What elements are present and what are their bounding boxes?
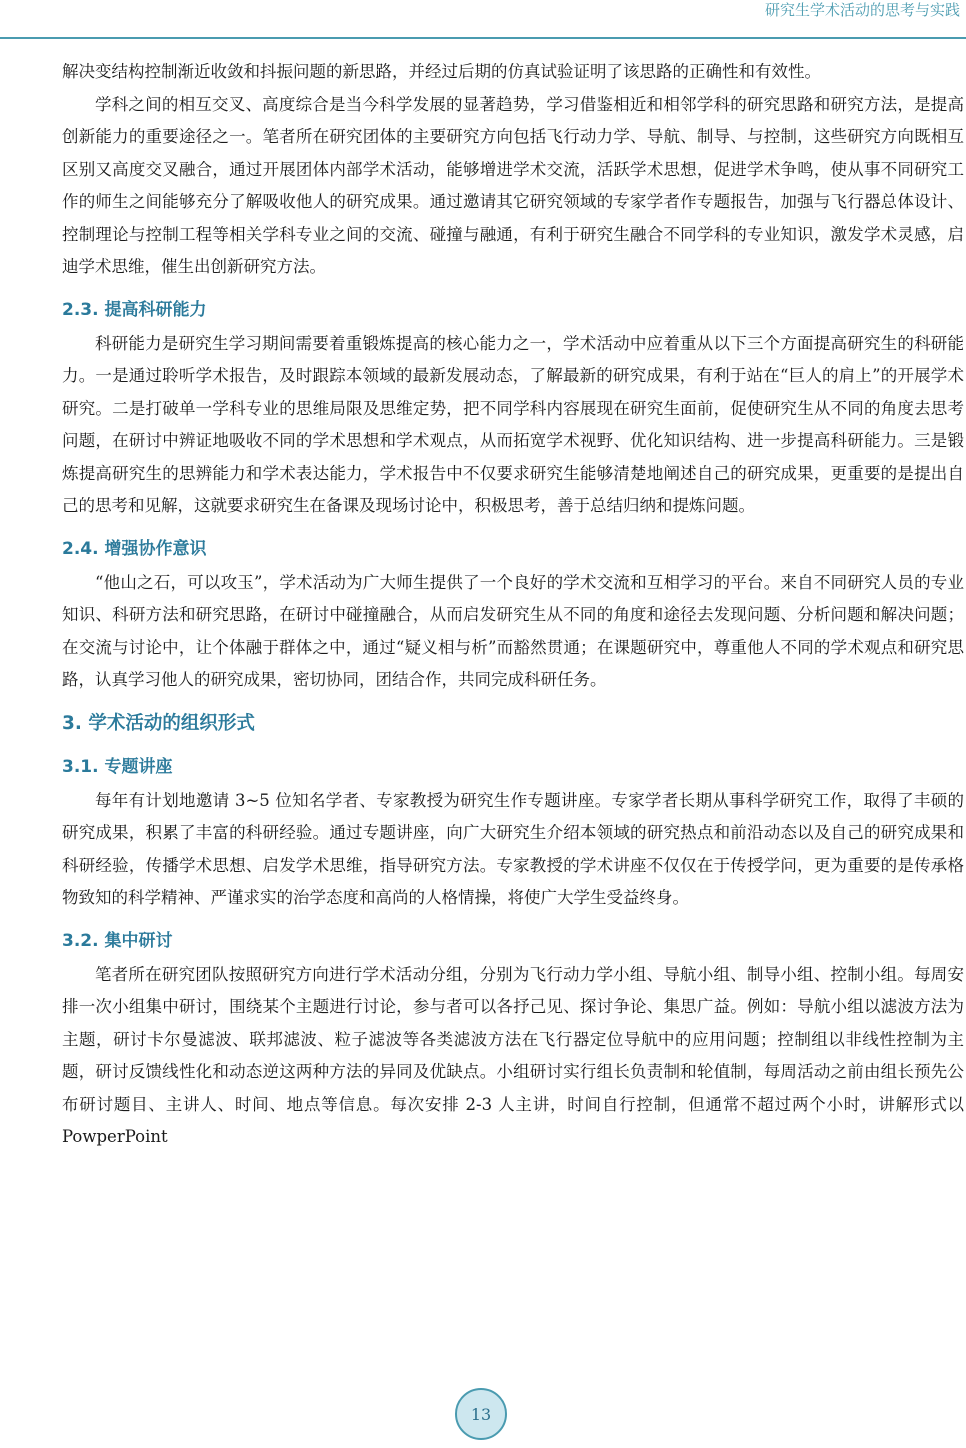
header-rule	[0, 37, 966, 39]
section-heading-3-1: 3.1. 专题讲座	[62, 756, 173, 777]
section-heading-3: 3. 学术活动的组织形式	[62, 712, 255, 734]
section-heading-2-4: 2.4. 增强协作意识	[62, 538, 207, 559]
section-heading-3-2: 3.2. 集中研讨	[62, 930, 173, 951]
page-number-badge	[455, 1388, 507, 1440]
page-body	[62, 56, 964, 1154]
running-header: 研究生学术活动的思考与实践	[764, 1, 960, 19]
paragraph-2-4: “他山之石，可以攻玉”，学术活动为广大师生提供了一个良好的学术交流和互相学习的平台。来自不同研究人员的专业知识、科研方法和研究思路，在研讨中碰撞融合，从而启发研究生从不同的角度和途径去发现问题、分析问题和解决问题；在交流与讨论中，让个体融于群体之中，通过“疑义相与析”而豁然贯通；在课题研究中，尊重他人不同的学术观点和研究思路，认真学习他人的研究成果，密切协同，团结合作，共同完成科研任务。	[62, 572, 964, 689]
paragraph-continuation: 解决变结构控制渐近收敛和抖振问题的新思路，并经过后期的仿真试验证明了该思路的正确性和有效性。	[62, 62, 821, 81]
paragraph-3-2: 笔者所在研究团队按照研究方向进行学术活动分组，分别为飞行动力学小组、导航小组、制导小组、控制小组。每周安排一次小组集中研讨，围绕某个主题进行讨论，参与者可以各抒己见、探讨争论、集思广益。例如：导航小组以滤波方法为主题，研讨卡尔曼滤波、联邦滤波、粒子滤波等各类滤波方法在飞行器定位导航中的应用问题；控制组以非线性控制为主题，研讨反馈线性化和动态逆这两种方法的异同及优缺点。小组研讨实行组长负责制和轮值制，每周活动之前由组长预先公布研讨题目、主讲人、时间、地点等信息。每次安排 2-3 人主讲，时间自行控制，但通常不超过两个小时，讲解形式以 PowperPoint	[62, 964, 964, 1146]
paragraph-3-1: 每年有计划地邀请 3~5 位知名学者、专家教授为研究生作专题讲座。专家学者长期从事科学研究工作，取得了丰硕的研究成果，积累了丰富的科研经验。通过专题讲座，向广大研究生介绍本领域的研究热点和前沿动态以及自己的研究成果和科研经验，传播学术思想、启发学术思维，指导研究方法。专家教授的学术讲座不仅仅在于传授学问，更为重要的是传承格物致知的科学精神、严谨求实的治学态度和高尚的人格情操，将使广大学生受益终身。	[62, 790, 964, 907]
paragraph-2-3: 科研能力是研究生学习期间需要着重锻炼提高的核心能力之一，学术活动中应着重从以下三个方面提高研究生的科研能力。一是通过聆听学术报告，及时跟踪本领域的最新发展动态，了解最新的研究成果，有利于站在“巨人的肩上”的开展学术研究。二是打破单一学科专业的思维局限及思维定势，把不同学科内容展现在研究生面前，促使研究生从不同的角度去思考问题，在研讨中辨证地吸收不同的学术思想和学术观点，从而拓宽学术视野、优化知识结构、进一步提高科研能力。三是锻炼提高研究生的思辨能力和学术表达能力，学术报告中不仅要求研究生能够清楚地阐述自己的研究成果，更重要的是提出自己的思考和见解，这就要求研究生在备课及现场讨论中，积极思考，善于总结归纳和提炼问题。	[62, 333, 964, 515]
paragraph-interdisciplinary: 学科之间的相互交叉、高度综合是当今科学发展的显著趋势，学习借鉴相近和相邻学科的研究思路和研究方法，是提高创新能力的重要途径之一。笔者所在研究团体的主要研究方向包括飞行动力学、导航、制导、与控制，这些研究方向既相互区别又高度交叉融合，通过开展团体内部学术活动，能够增进学术交流，活跃学术思想，促进学术争鸣，使从事不同研究工作的师生之间能够充分了解吸收他人的研究成果。通过邀请其它研究领域的专家学者作专题报告，加强与飞行器总体设计、控制理论与控制工程等相关学科专业之间的交流、碰撞与融通，有利于研究生融合不同学科的专业知识，激发学术灵感，启迪学术思维，催生出创新研究方法。	[62, 94, 964, 276]
section-heading-2-3: 2.3. 提高科研能力	[62, 299, 207, 320]
page-number: 13	[470, 1404, 492, 1424]
